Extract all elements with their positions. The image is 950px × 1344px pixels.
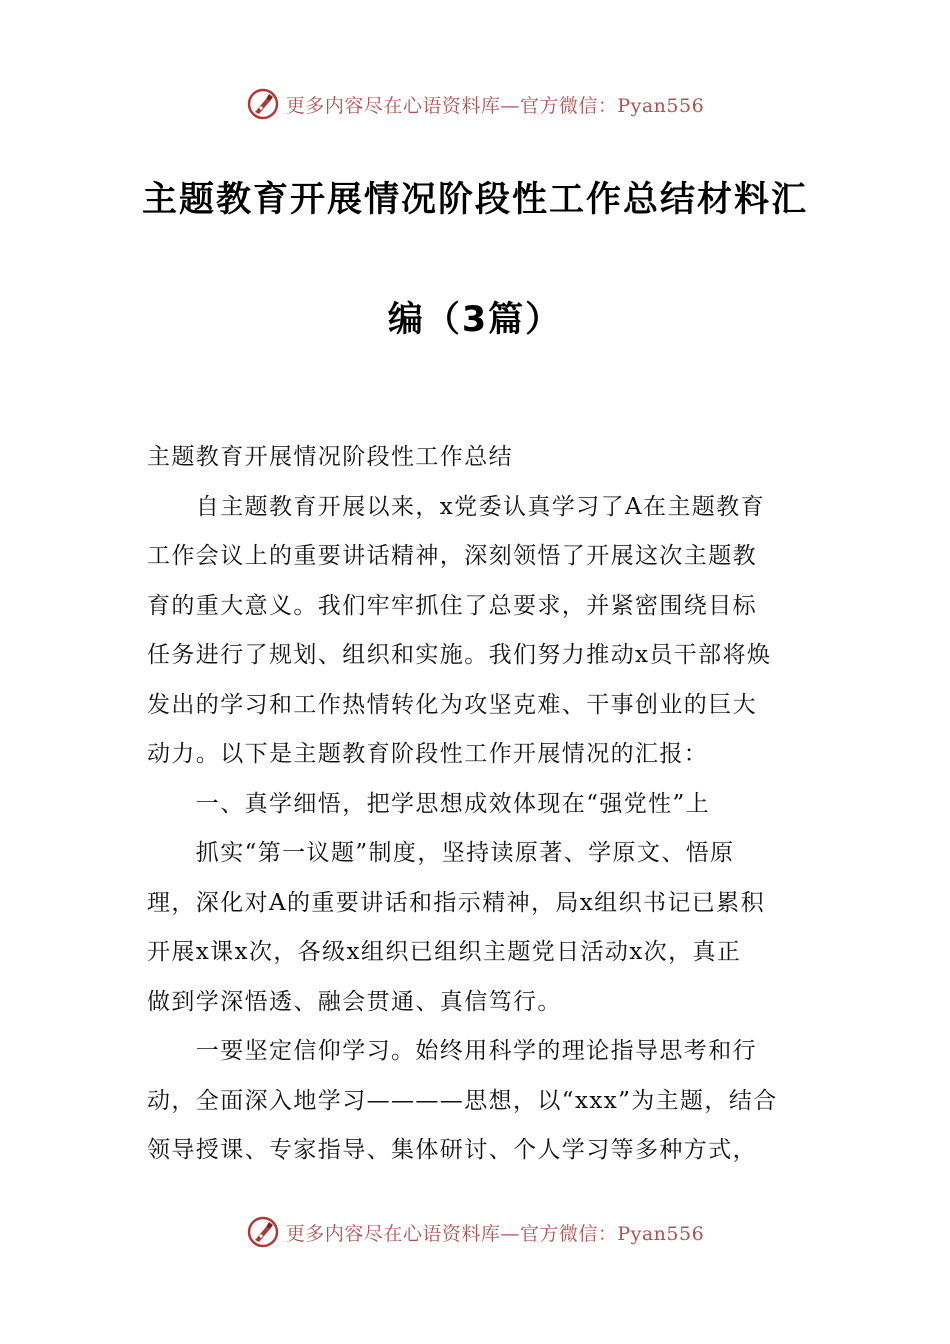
bottom-watermark-banner <box>0 1212 950 1252</box>
document-title-line-1: 主题教育开展情况阶段性工作总结材料汇 <box>141 180 808 220</box>
document-title-line-2: 编（3篇） <box>387 300 563 340</box>
paragraph-line: 自主题教育开展以来，x党委认真学习了A在主题教育 <box>147 494 765 520</box>
paragraph-line: 一要坚定信仰学习。始终用科学的理论指导思考和行 <box>147 1038 757 1064</box>
watermark-text: 更多内容尽在心语资料库—官方微信：Pyan556 <box>285 1222 705 1245</box>
subsection-heading: 一、真学细悟，把学思想成效体现在“强党性”上 <box>147 791 711 817</box>
top-watermark-banner <box>0 84 950 124</box>
watermark-text: 更多内容尽在心语资料库—官方微信：Pyan556 <box>285 94 705 117</box>
section-heading: 主题教育开展情况阶段性工作总结 <box>147 444 513 470</box>
paragraph-line: 发出的学习和工作热情转化为攻坚克难、干事创业的巨大 <box>147 692 757 718</box>
paragraph-line: 育的重大意义。我们牢牢抓住了总要求，并紧密围绕目标 <box>147 593 757 619</box>
paragraph-line: 任务进行了规划、组织和实施。我们努力推动x员干部将焕 <box>147 642 772 668</box>
pen-nib-logo-icon <box>246 1215 280 1249</box>
paragraph-line: 开展x课x次，各级x组织已组织主题党日活动x次，真正 <box>147 939 742 965</box>
paragraph-line: 领导授课、专家指导、集体研讨、个人学习等多种方式， <box>147 1137 757 1163</box>
paragraph-line: 工作会议上的重要讲话精神，深刻领悟了开展这次主题教 <box>147 543 757 569</box>
paragraph-line: 抓实“第一议题”制度，坚持读原著、学原文、悟原 <box>147 840 735 866</box>
pen-nib-logo-icon <box>246 87 280 121</box>
paragraph-line: 做到学深悟透、融会贯通、真信笃行。 <box>147 989 562 1015</box>
paragraph-line: 动，全面深入地学习————思想，以“xxx”为主题，结合 <box>147 1088 778 1114</box>
paragraph-line: 理，深化对A的重要讲话和指示精神，局x组织书记已累积 <box>147 890 765 916</box>
paragraph-line: 动力。以下是主题教育阶段性工作开展情况的汇报： <box>147 741 709 767</box>
